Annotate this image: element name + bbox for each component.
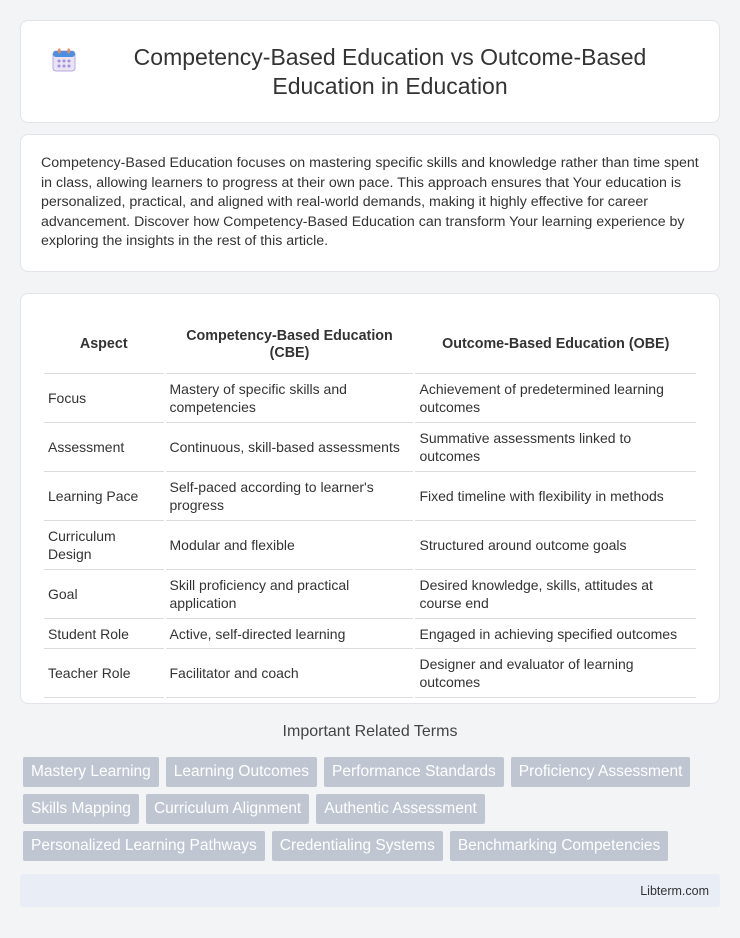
row-obe: Engaged in achieving specified outcomes	[415, 619, 696, 649]
related-term-tag[interactable]: Curriculum Alignment	[146, 794, 309, 824]
calendar-icon	[51, 47, 77, 73]
related-term-tag[interactable]: Benchmarking Competencies	[450, 831, 668, 861]
related-term-tag[interactable]: Skills Mapping	[23, 794, 139, 824]
table-row	[44, 570, 696, 619]
row-obe: Fixed timeline with flexibility in methods	[415, 472, 696, 521]
row-obe: Structured around outcome goals	[415, 521, 696, 570]
table-row	[44, 649, 696, 698]
table-row	[44, 521, 696, 570]
row-obe: Achievement of predetermined learning outcomes	[415, 374, 696, 423]
header-aspect: Aspect	[44, 310, 164, 374]
row-aspect: Focus	[44, 374, 164, 423]
row-cbe: Facilitator and coach	[166, 649, 414, 698]
comparison-table	[42, 310, 698, 698]
table-row	[44, 374, 696, 423]
header-obe: Outcome-Based Education (OBE)	[415, 310, 696, 374]
row-aspect: Assessment	[44, 423, 164, 472]
row-cbe: Self-paced according to learner's progress	[166, 472, 414, 521]
table-row	[44, 619, 696, 649]
row-aspect: Teacher Role	[44, 649, 164, 698]
table-row	[44, 423, 696, 472]
page-title: Competency-Based Education vs Outcome-Based Education in Education	[133, 43, 647, 99]
row-aspect: Student Role	[44, 619, 164, 649]
row-cbe: Continuous, skill-based assessments	[166, 423, 414, 472]
row-cbe: Active, self-directed learning	[166, 619, 414, 649]
related-term-tag[interactable]: Credentialing Systems	[272, 831, 443, 861]
header-cbe: Competency-Based Education (CBE)	[166, 310, 414, 374]
related-terms-title: Important Related Terms	[282, 723, 458, 740]
related-term-tag[interactable]: Authentic Assessment	[316, 794, 485, 824]
intro-paragraph: Competency-Based Education focuses on mastering specific skills and knowledge rather than time spent in class, allowing learners to progress at their own pace. This approach ensures that Your education is personalized, practical, and aligned with real-world demands, making it highly effective for career advancement. Discover how Competency-Based Education can transform Your learning experience by exploring the insights in the rest of this article.	[41, 155, 699, 250]
title-card	[20, 20, 720, 123]
row-aspect: Goal	[44, 570, 164, 619]
row-cbe: Mastery of specific skills and competencies	[166, 374, 414, 423]
related-term-tag[interactable]: Proficiency Assessment	[511, 757, 691, 787]
related-term-tag[interactable]: Personalized Learning Pathways	[23, 831, 265, 861]
related-term-tag[interactable]: Performance Standards	[324, 757, 504, 787]
row-obe: Desired knowledge, skills, attitudes at course end	[415, 570, 696, 619]
row-cbe: Skill proficiency and practical application	[166, 570, 414, 619]
comparison-table-card	[20, 293, 720, 704]
related-term-tag[interactable]: Mastery Learning	[23, 757, 159, 787]
row-aspect: Curriculum Design	[44, 521, 164, 570]
footer-site-link[interactable]: Libterm.com	[640, 883, 709, 898]
table-header-row	[44, 310, 696, 374]
row-aspect: Learning Pace	[44, 472, 164, 521]
row-cbe: Modular and flexible	[166, 521, 414, 570]
intro-card	[20, 134, 720, 272]
table-row	[44, 472, 696, 521]
related-term-tag[interactable]: Learning Outcomes	[166, 757, 317, 787]
row-obe: Designer and evaluator of learning outcomes	[415, 649, 696, 698]
row-obe: Summative assessments linked to outcomes	[415, 423, 696, 472]
footer	[20, 874, 720, 907]
related-terms-list	[23, 757, 723, 861]
